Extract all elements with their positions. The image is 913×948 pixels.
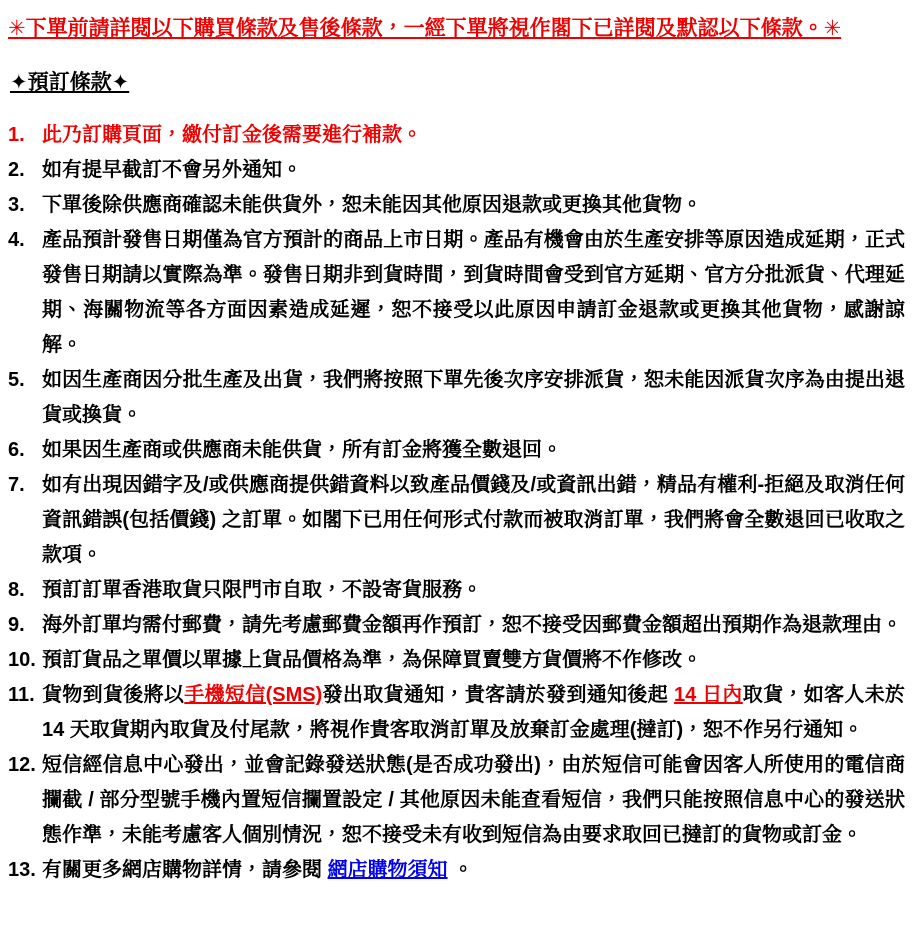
term-number: 8.: [8, 579, 25, 601]
term-text-segment: 此乃訂購頁面，繳付訂金後需要進行補款。: [42, 124, 422, 146]
term-item-8: [8, 573, 905, 608]
term-item-10: [8, 643, 905, 678]
term-text: [42, 678, 905, 748]
term-item-6: [8, 433, 905, 468]
term-number: 1.: [8, 124, 25, 146]
term-text-segment: 預訂訂單香港取貨只限門市自取，不設寄貨服務。: [42, 579, 482, 601]
term-number: 11.: [8, 684, 35, 706]
term-text-segment: 發出取貨通知，貴客請於發到通知後起: [322, 684, 674, 706]
term-number: 9.: [8, 614, 25, 636]
term-item-7: [8, 468, 905, 573]
term-number: 6.: [8, 439, 25, 461]
shop-guide-link[interactable]: 網店購物須知: [327, 859, 448, 881]
term-text-segment: 有關更多網店購物詳情，請參閱: [42, 859, 328, 881]
purchase-notice-banner: ✳下單前請詳閱以下購買條款及售後條款，一經下單將視作閣下已詳閱及默認以下條款。✳: [8, 17, 842, 40]
term-text: [42, 118, 905, 153]
term-item-5: [8, 363, 905, 433]
term-item-4: [8, 223, 905, 363]
term-text-segment: 取貨，如客人未於 14 天取貨期內取貨及付尾款，將視作貴客取消訂單及放棄訂金處理(撻訂)，恕不作另行通知。: [42, 684, 906, 741]
term-text: [42, 573, 905, 608]
highlight-red-underline: 手機短信(SMS): [184, 684, 323, 706]
term-text: [42, 433, 905, 468]
term-text: [42, 853, 905, 888]
term-number: 7.: [8, 474, 25, 496]
term-item-1: [8, 118, 905, 153]
term-text-segment: 預訂貨品之單價以單據上貨品價格為準，為保障買賣雙方貨價將不作修改。: [42, 649, 702, 671]
term-text-segment: 產品預計發售日期僅為官方預計的商品上市日期。產品有機會由於生產安排等原因造成延期，正式發售日期請以實際為準。發售日期非到貨時間，到貨時間會受到官方延期、官方分批派貨、代理延期、海關物流等各方面因素造成延遲，恕不接受以此原因申請訂金退款或更換其他貨物，感謝諒解。: [42, 229, 905, 356]
term-text: [42, 363, 905, 433]
term-text: [42, 608, 905, 643]
term-number: 4.: [8, 229, 25, 251]
term-item-12: [8, 748, 905, 853]
term-text-segment: 貨物到貨後將以: [42, 684, 185, 706]
terms-list: [8, 118, 905, 888]
term-number: 13.: [8, 859, 36, 881]
term-text: [42, 153, 905, 188]
term-text-segment: 海外訂單均需付郵費，請先考慮郵費金額再作預訂，恕不接受因郵費金額超出預期作為退款理由。: [42, 614, 902, 636]
term-item-3: [8, 188, 905, 223]
term-number: 5.: [8, 369, 25, 391]
term-number: 12.: [8, 754, 36, 776]
preorder-terms-heading: ✦預訂條款✦: [10, 71, 130, 94]
term-number: 3.: [8, 194, 25, 216]
term-text-segment: 。: [447, 859, 474, 881]
term-item-9: [8, 608, 905, 643]
term-text-segment: 如因生產商因分批生產及出貨，我們將按照下單先後次序安排派貨，恕未能因派貨次序為由提出退貨或換貨。: [42, 369, 905, 426]
term-text-segment: 如果因生產商或供應商未能供貨，所有訂金將獲全數退回。: [42, 439, 562, 461]
term-text-segment: 下單後除供應商確認未能供貨外，恕未能因其他原因退款或更換其他貨物。: [42, 194, 702, 216]
term-text: [42, 468, 905, 573]
term-text-segment: 如有提早截訂不會另外通知。: [42, 159, 302, 181]
highlight-red-underline: 14 日內: [673, 684, 743, 706]
term-number: 10.: [8, 649, 36, 671]
term-item-2: [8, 153, 905, 188]
term-item-13: [8, 853, 905, 888]
term-item-11: [8, 678, 905, 748]
term-text-segment: 如有出現因錯字及/或供應商提供錯資料以致產品價錢及/或資訊出錯，精品有權利-拒絕及取消任何資訊錯誤(包括價錢) 之訂單。如閣下已用任何形式付款而被取消訂單，我們將會全數退回已收取之款項。: [42, 474, 905, 566]
term-text: [42, 188, 905, 223]
term-text-segment: 短信經信息中心發出，並會記錄發送狀態(是否成功發出)，由於短信可能會因客人所使用的電信商攔截 / 部分型號手機內置短信攔置設定 / 其他原因未能查看短信，我們只能按照信息中心的發送狀態作準，未能考慮客人個別情況，恕不接受未有收到短信為由要求取回已撻訂的貨物或訂金。: [42, 754, 905, 846]
term-text: [42, 748, 905, 853]
term-text: [42, 643, 905, 678]
term-text: [42, 223, 905, 363]
term-number: 2.: [8, 159, 25, 181]
